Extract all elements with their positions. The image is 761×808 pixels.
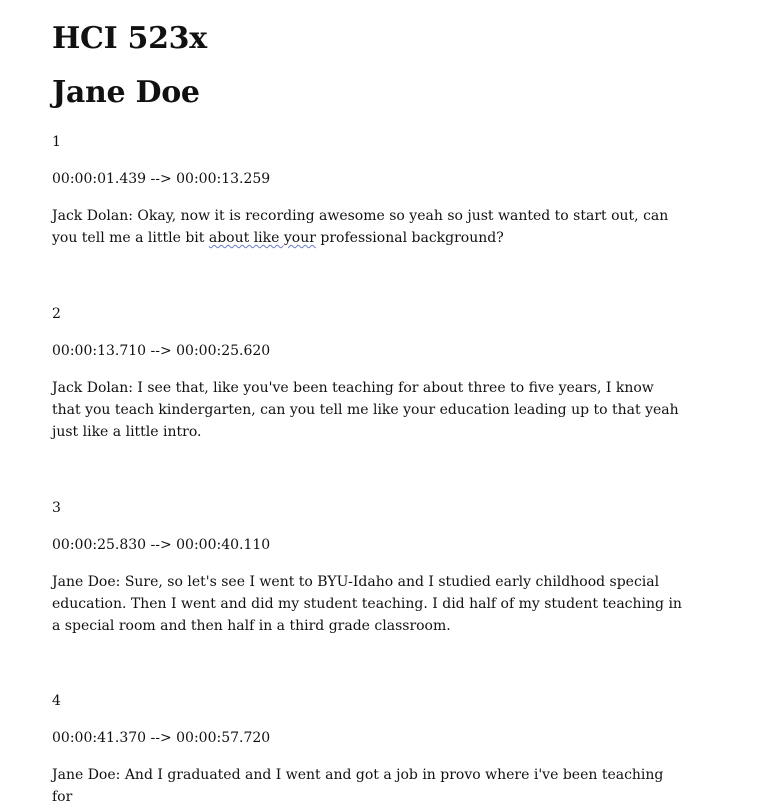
cue-text: Jack Dolan: I see that, like you've been teaching for about three to five years, I know that you teach kindergarten, can you tell me like your education leading up to that yeah just like a little intro. [52,380,679,440]
cue-index: 2 [52,306,61,322]
document-title: HCI 523x [52,21,207,56]
grammar-flagged-phrase[interactable]: about like your [208,230,316,246]
cue-text [52,205,682,249]
cue-timestamp: 00:00:01.439 --> 00:00:13.259 [52,171,271,187]
cue-index: 3 [52,500,61,516]
cue-index: 4 [52,693,61,709]
cue-timestamp: 00:00:13.710 --> 00:00:25.620 [52,343,271,359]
cue-text: Jane Doe: Sure, so let's see I went to BYU-Idaho and I studied early childhood special education. Then I went and did my student teaching. I did half of my student teaching in a special room and then half in a third grade classroom. [52,574,682,634]
participant-name-heading: Jane Doe [52,75,200,110]
cue-text-after: professional background? [315,230,504,246]
cue-text: Jane Doe: And I graduated and I went and got a job in provo where i've been teaching for [52,767,664,805]
cue-timestamp: 00:00:41.370 --> 00:00:57.720 [52,730,271,746]
cue-text-before: Jack Dolan: Okay, now it is recording awesome so yeah so just wanted to start out, can you tell me a little bit [52,208,669,246]
cue-index: 1 [52,134,61,150]
cue-timestamp: 00:00:25.830 --> 00:00:40.110 [52,537,271,553]
